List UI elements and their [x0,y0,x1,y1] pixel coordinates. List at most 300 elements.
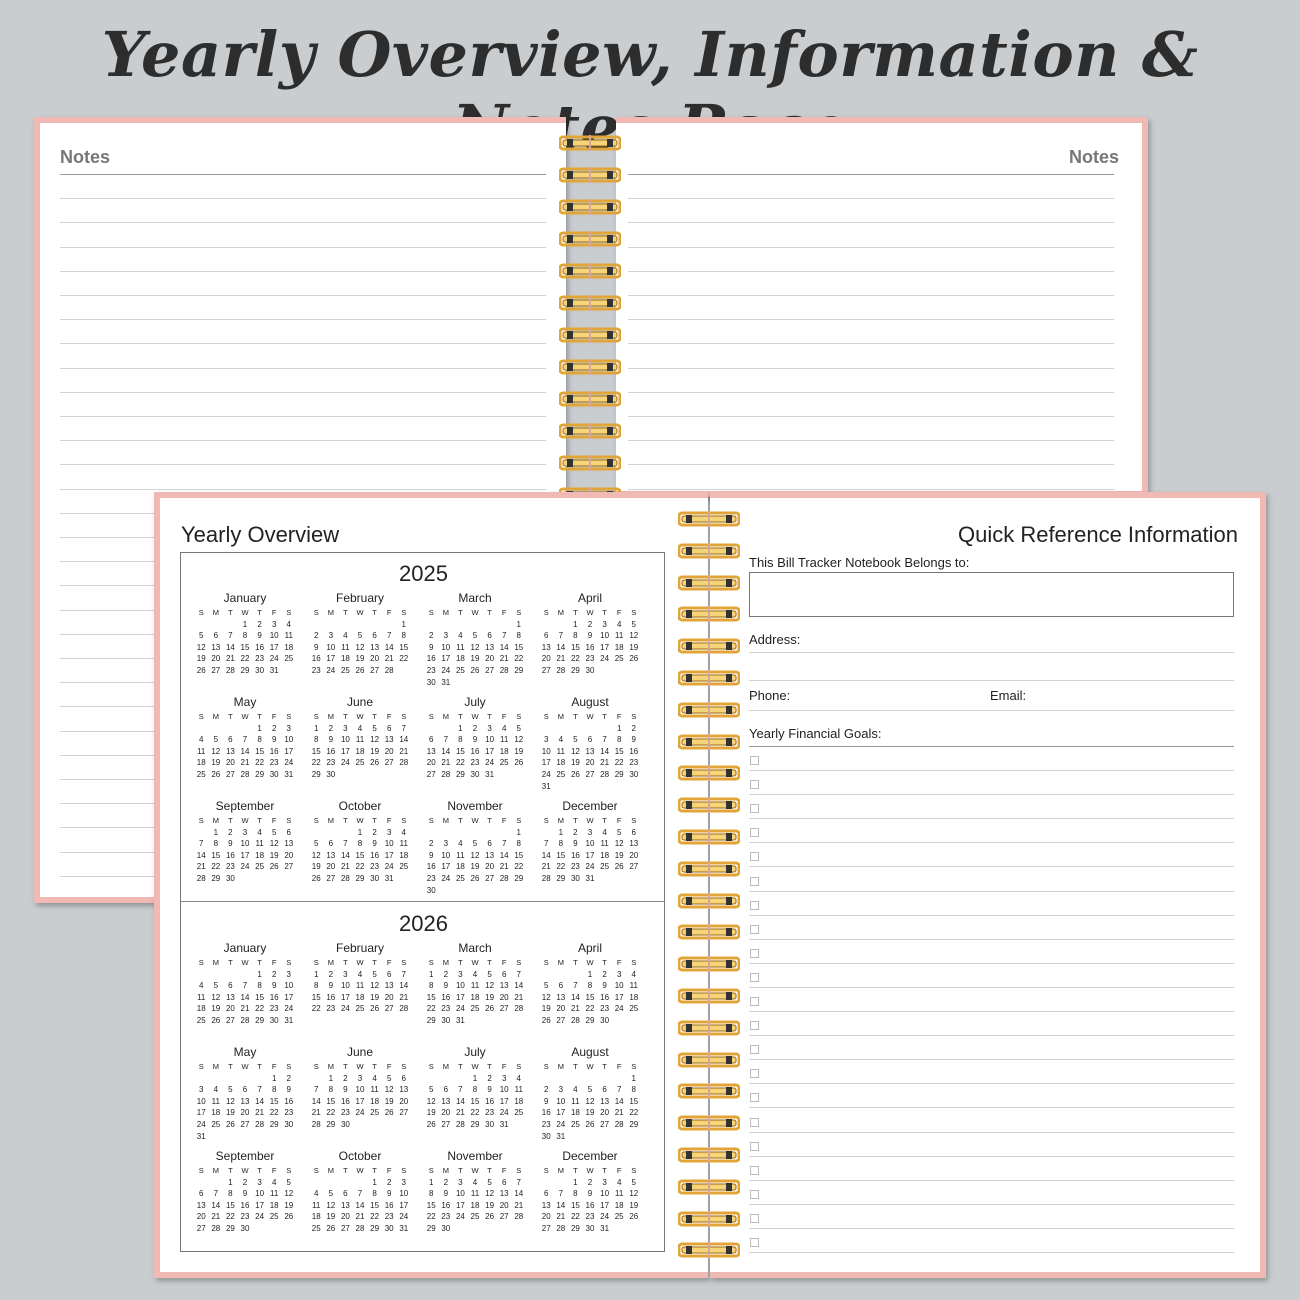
day-number: 6 [328,839,334,849]
goal-checkbox[interactable] [750,877,759,886]
month-name: May [233,695,257,709]
day-number: 4 [458,839,463,849]
ruled-line [60,440,546,441]
day-blank [338,1177,353,1189]
day-number: 18 [570,1108,580,1118]
goal-checkbox[interactable] [750,1093,759,1102]
day-number: 17 [399,1200,409,1210]
day-header: T [343,1062,348,1071]
day-number: 7 [573,981,578,991]
goal-checkbox[interactable] [750,828,759,837]
day-blank [439,619,454,631]
day-number: 25 [470,1004,480,1014]
goal-checkbox[interactable] [750,1166,759,1175]
day-number: 31 [284,1015,294,1025]
day-number: 28 [499,873,509,883]
day-header: T [372,1166,377,1175]
day-number: 6 [213,631,219,641]
spiral-ring [559,199,621,215]
day-number: 22 [211,862,221,872]
phone-label: Phone: [749,688,791,703]
day-number: 10 [585,839,595,849]
day-number: 11 [629,981,638,991]
goal-checkbox[interactable] [750,1238,759,1247]
day-grid [308,1165,412,1235]
day-number: 3 [458,969,463,979]
day-header: W [241,958,249,967]
day-number: 27 [211,665,221,675]
day-number: 18 [355,992,365,1002]
day-number: 15 [629,1096,639,1106]
month-may [193,694,297,781]
day-number: 17 [340,746,350,756]
day-number: 1 [458,723,463,733]
day-blank [612,1073,627,1085]
day-number: 8 [516,631,521,641]
day-number: 1 [558,827,564,837]
spiral-ring [678,606,740,622]
day-number: 18 [455,862,465,872]
day-header: S [428,1166,434,1175]
day-number: 14 [340,850,350,860]
day-number: 6 [343,1189,348,1199]
day-number: 2 [271,969,277,979]
day-number: 26 [384,1108,394,1118]
day-blank [439,1073,454,1085]
goal-line [749,1204,1234,1205]
day-header: M [327,816,334,825]
day-number: 17 [455,1200,465,1210]
goal-checkbox[interactable] [750,780,759,789]
day-blank [539,723,554,735]
day-number: 20 [225,758,235,768]
day-number: 31 [441,677,451,687]
day-number: 30 [284,1119,294,1129]
day-number: 24 [399,1212,409,1222]
day-number: 13 [284,839,294,849]
day-number: 12 [629,631,639,641]
day-header: T [257,1166,262,1175]
day-number: 29 [355,873,365,883]
day-number: 18 [556,758,566,768]
day-number: 18 [370,1096,380,1106]
day-number: 16 [225,850,235,860]
day-number: 3 [271,619,277,629]
day-number: 28 [240,1015,250,1025]
day-header: W [471,608,479,617]
day-number: 21 [196,862,206,872]
day-number: 8 [401,631,406,641]
day-number: 16 [541,1108,551,1118]
day-number: 16 [269,992,279,1002]
day-header: W [356,1062,364,1071]
day-number: 16 [240,1200,250,1210]
day-number: 17 [485,746,495,756]
day-number: 22 [370,1212,380,1222]
day-number: 5 [631,1177,636,1187]
day-number: 14 [556,642,566,652]
day-number: 5 [428,1085,434,1095]
day-number: 9 [472,735,478,745]
day-number: 25 [269,1212,279,1222]
day-header: S [198,816,204,825]
day-number: 30 [426,885,436,895]
day-number: 25 [499,758,509,768]
day-number: 31 [541,781,551,791]
day-number: 22 [470,1108,480,1118]
goal-checkbox[interactable] [750,1142,759,1151]
spiral-ring [678,765,740,781]
day-number: 28 [499,665,509,675]
month-february [308,590,412,677]
day-number: 19 [355,654,365,664]
month-april [538,590,642,677]
day-number: 27 [541,665,551,675]
notes-title-left: Notes [60,147,111,167]
day-number: 15 [355,850,365,860]
day-number: 22 [426,1212,436,1222]
goal-checkbox[interactable] [750,1069,759,1078]
day-number: 14 [600,746,610,756]
day-number: 30 [470,769,480,779]
month-name: January [223,941,267,955]
day-number: 12 [384,1085,394,1095]
day-number: 19 [614,850,624,860]
day-number: 9 [631,735,636,745]
day-header: S [631,608,637,617]
day-number: 24 [384,862,394,872]
day-number: 14 [255,1096,265,1106]
day-number: 5 [386,1073,392,1083]
day-blank [194,827,209,839]
day-number: 17 [355,1096,365,1106]
day-number: 27 [600,1119,610,1129]
day-number: 12 [355,642,365,652]
day-number: 24 [284,758,294,768]
day-number: 4 [198,735,204,745]
day-header: T [487,712,492,721]
spiral-ring [559,359,621,375]
day-number: 30 [255,665,265,675]
day-number: 3 [443,631,449,641]
day-header: T [343,958,348,967]
day-number: 11 [470,1189,480,1199]
day-number: 29 [240,665,250,675]
day-number: 12 [470,642,480,652]
month-name: July [464,695,486,709]
day-number: 11 [615,1189,624,1199]
day-number: 27 [541,1223,551,1233]
month-name: August [571,1045,609,1059]
day-number: 17 [269,642,279,652]
day-number: 28 [211,1223,221,1233]
day-number: 29 [629,1119,639,1129]
goal-checkbox[interactable] [750,1214,759,1223]
day-number: 6 [198,1189,204,1199]
day-number: 3 [587,827,593,837]
goal-line [749,1083,1234,1084]
day-number: 19 [370,746,380,756]
day-number: 17 [441,862,451,872]
day-number: 16 [585,642,595,652]
day-number: 5 [213,735,219,745]
spiral-ring [678,575,740,591]
day-blank [539,827,554,839]
day-blank [497,619,512,631]
day-number: 7 [257,1085,262,1095]
day-number: 6 [228,981,233,991]
day-number: 21 [614,1108,624,1118]
goal-checkbox[interactable] [750,901,759,910]
day-header: T [573,712,578,721]
day-number: 17 [340,992,350,1002]
day-blank [194,1073,209,1085]
spiral-ring [559,327,621,343]
day-number: 24 [499,1108,509,1118]
year-divider [181,901,664,902]
day-number: 24 [600,1212,610,1222]
goal-checkbox[interactable] [750,804,759,813]
day-number: 28 [196,873,206,883]
day-number: 15 [426,1200,436,1210]
day-header: F [501,1062,507,1071]
day-number: 29 [269,1119,279,1129]
day-number: 17 [240,850,250,860]
day-number: 15 [311,992,321,1002]
day-number: 19 [585,1108,595,1118]
day-number: 20 [556,1004,566,1014]
day-number: 19 [326,1212,336,1222]
day-number: 3 [458,1177,463,1187]
day-number: 1 [401,619,406,629]
day-number: 16 [340,1096,350,1106]
day-number: 4 [458,631,463,641]
day-number: 20 [499,992,509,1002]
day-number: 26 [470,873,480,883]
day-number: 11 [615,631,624,641]
goal-checkbox[interactable] [750,1118,759,1127]
day-number: 9 [286,1085,291,1095]
day-number: 31 [269,665,279,675]
day-number: 14 [311,1096,321,1106]
goal-line [749,866,1234,867]
day-number: 2 [286,1073,291,1083]
day-number: 18 [514,1096,524,1106]
day-number: 2 [443,969,449,979]
goal-checkbox[interactable] [750,973,759,982]
day-number: 9 [428,642,434,652]
day-number: 1 [213,827,219,837]
day-number: 4 [631,969,636,979]
day-blank [539,1177,554,1189]
day-number: 29 [514,665,524,675]
day-header: M [212,712,219,721]
day-number: 19 [470,654,480,664]
day-header: T [372,958,377,967]
day-header: F [386,816,392,825]
month-name: November [447,799,503,813]
ruled-line [628,247,1114,248]
day-number: 8 [428,1189,434,1199]
goal-checkbox[interactable] [750,1045,759,1054]
day-number: 7 [602,735,607,745]
day-number: 5 [286,1177,291,1187]
day-header: F [501,958,507,967]
day-number: 16 [470,746,480,756]
day-number: 13 [426,746,436,756]
day-number: 28 [541,873,551,883]
day-number: 4 [313,1189,319,1199]
month-name: July [464,1045,486,1059]
day-grid [423,711,527,781]
day-number: 26 [211,769,221,779]
day-blank [539,1073,554,1085]
day-header: S [401,1062,407,1071]
day-header: S [198,1166,204,1175]
month-february [308,940,412,1015]
goal-line [749,891,1234,892]
day-number: 12 [196,642,206,652]
day-header: S [631,816,637,825]
day-number: 30 [269,769,279,779]
owner-name-box[interactable] [749,572,1234,617]
day-number: 1 [357,827,363,837]
day-number: 18 [614,642,624,652]
day-number: 3 [343,723,348,733]
day-number: 17 [384,850,394,860]
day-number: 3 [501,1073,507,1083]
ruled-line [628,440,1114,441]
day-number: 19 [570,758,580,768]
day-number: 11 [197,746,206,756]
goal-checkbox[interactable] [750,1021,759,1030]
day-header: T [343,608,348,617]
day-number: 12 [211,992,221,1002]
day-number: 31 [284,769,294,779]
day-number: 25 [196,1015,206,1025]
day-number: 27 [556,1015,566,1025]
day-header: T [343,712,348,721]
day-number: 1 [428,1177,434,1187]
day-header: S [313,712,319,721]
day-number: 22 [514,654,524,664]
day-number: 17 [255,1200,265,1210]
day-header: F [271,1166,277,1175]
day-number: 14 [499,642,509,652]
day-number: 18 [211,1108,221,1118]
day-number: 22 [614,758,624,768]
day-header: S [428,816,434,825]
day-number: 28 [399,1004,409,1014]
day-number: 7 [242,981,248,991]
day-blank [468,619,483,631]
day-number: 21 [240,1004,250,1014]
quick-reference-page [710,492,1266,1278]
day-header: S [428,958,434,967]
goal-line [749,1107,1234,1108]
day-blank [568,723,583,735]
day-number: 2 [587,619,593,629]
day-number: 2 [271,723,277,733]
day-number: 30 [629,769,639,779]
goal-checkbox[interactable] [750,1190,759,1199]
goal-checkbox[interactable] [750,925,759,934]
spiral-ring [678,1083,740,1099]
day-number: 22 [426,1004,436,1014]
day-number: 31 [556,1131,566,1141]
day-number: 29 [556,873,566,883]
day-blank [309,1073,324,1085]
day-number: 13 [340,1200,350,1210]
day-blank [309,619,324,631]
day-number: 20 [384,746,394,756]
day-number: 6 [501,969,507,979]
day-number: 4 [213,1085,219,1095]
day-header: S [401,608,407,617]
day-header: W [356,816,364,825]
month-march [423,940,527,1027]
day-number: 19 [426,1108,436,1118]
day-number: 2 [386,1177,392,1187]
day-number: 22 [255,758,265,768]
day-number: 9 [428,850,434,860]
day-number: 4 [271,1177,277,1187]
day-blank [309,827,324,839]
day-number: 30 [384,1223,394,1233]
day-grid [193,1165,297,1235]
day-header: W [356,1166,364,1175]
day-number: 28 [311,1119,321,1129]
day-number: 25 [455,665,465,675]
day-header: S [313,958,319,967]
day-number: 1 [428,969,434,979]
day-number: 30 [326,769,336,779]
day-number: 19 [514,746,524,756]
day-number: 2 [631,723,636,733]
day-header: T [257,816,262,825]
goal-checkbox[interactable] [750,997,759,1006]
goal-checkbox[interactable] [750,756,759,765]
spiral-ring [678,1115,740,1131]
day-number: 12 [370,735,380,745]
day-blank [568,1073,583,1085]
day-number: 11 [470,981,480,991]
day-number: 30 [570,873,580,883]
day-number: 24 [355,1108,365,1118]
goal-line [749,770,1234,771]
day-number: 23 [600,1004,610,1014]
day-number: 29 [614,769,624,779]
notes-page-right [616,117,1148,497]
day-number: 20 [485,654,495,664]
day-number: 15 [211,850,221,860]
day-number: 16 [426,654,436,664]
day-number: 8 [458,735,463,745]
day-number: 9 [372,839,377,849]
day-number: 14 [570,992,580,1002]
ruled-line [628,464,1114,465]
day-grid [538,607,642,677]
day-grid [193,957,297,1027]
goal-checkbox[interactable] [750,852,759,861]
month-august [538,694,642,792]
goal-checkbox[interactable] [750,949,759,958]
day-number: 21 [499,862,509,872]
day-number: 20 [326,862,336,872]
day-number: 24 [556,1119,566,1129]
month-name: February [335,591,385,605]
day-number: 28 [355,1223,365,1233]
